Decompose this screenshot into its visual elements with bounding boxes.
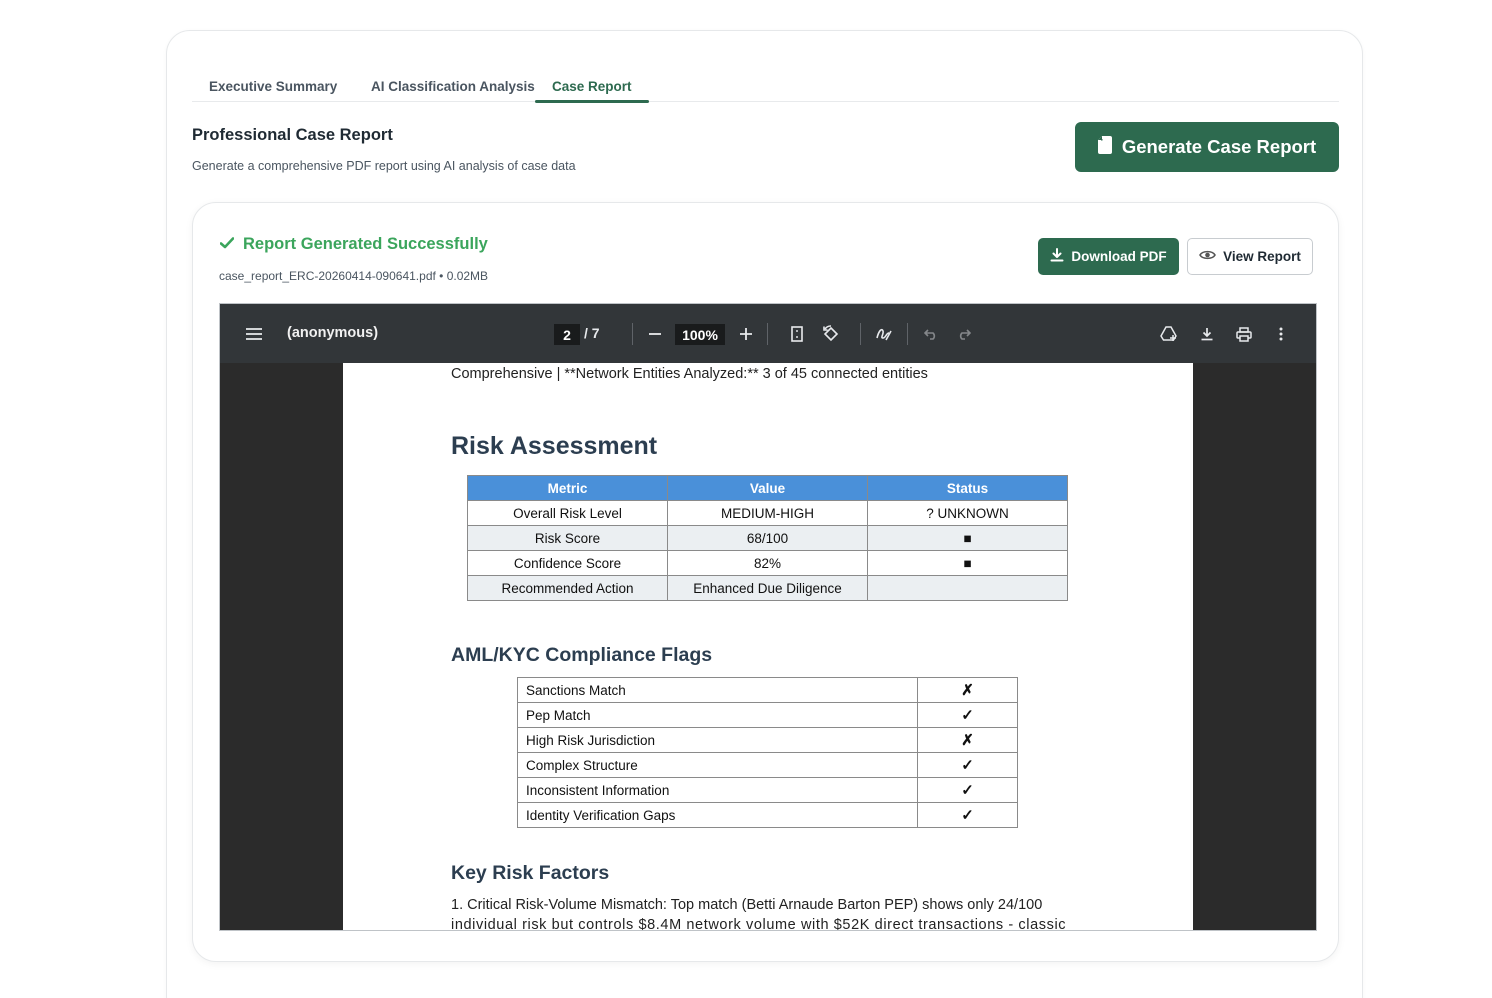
table-row (518, 678, 1018, 703)
tab-bar (192, 71, 1339, 102)
risk-assessment-table (467, 475, 1068, 601)
generate-case-report-label: Generate Case Report (1121, 136, 1317, 157)
key-risk-factors-heading: Key Risk Factors (451, 862, 610, 884)
flag-name: High Risk Jurisdiction (518, 728, 918, 753)
download-pdf-label: Download PDF (1071, 249, 1167, 264)
redo-icon[interactable] (954, 324, 974, 344)
table-row (518, 753, 1018, 778)
generate-case-report-button[interactable] (1075, 122, 1339, 172)
column-header: Value (668, 476, 868, 501)
table-cell: Overall Risk Level (468, 501, 668, 526)
table-row (468, 551, 1068, 576)
toolbar-divider (860, 323, 861, 345)
report-result-panel (192, 202, 1339, 962)
document-icon (1098, 136, 1112, 159)
download-icon (1050, 248, 1064, 265)
case-report-card (166, 30, 1363, 998)
table-cell: ■ (868, 551, 1068, 576)
download-pdf-button[interactable] (1038, 238, 1179, 275)
undo-icon[interactable] (921, 324, 941, 344)
zoom-in-icon[interactable] (736, 324, 756, 344)
page-total: / 7 (584, 325, 600, 341)
tab-ai-classification-analysis[interactable]: AI Classification Analysis (371, 71, 535, 102)
menu-icon[interactable] (244, 324, 264, 344)
success-text: Report Generated Successfully (243, 235, 488, 253)
compliance-flags-heading: AML/KYC Compliance Flags (451, 644, 713, 666)
file-meta: case_report_ERC-20260414-090641.pdf • 0.02MB (219, 269, 489, 283)
page-number-input[interactable]: 2 (554, 324, 580, 345)
table-row (468, 576, 1068, 601)
flag-name: Pep Match (518, 703, 918, 728)
table-row (468, 501, 1068, 526)
table-cell: Risk Score (468, 526, 668, 551)
compliance-flags-table (517, 677, 1018, 828)
success-message (220, 235, 488, 254)
table-row (468, 526, 1068, 551)
download-icon[interactable] (1196, 323, 1218, 345)
flag-mark: ✓ (918, 803, 1018, 828)
flag-mark: ✓ (918, 703, 1018, 728)
flag-name: Complex Structure (518, 753, 918, 778)
flag-mark: ✗ (918, 678, 1018, 703)
view-report-button[interactable] (1187, 238, 1313, 275)
table-row (518, 728, 1018, 753)
risk-factor-line: individual risk but controls $8.4M network volume with $52K direct transactions - classic (451, 917, 1067, 931)
column-header: Metric (468, 476, 668, 501)
pdf-toolbar (220, 304, 1316, 363)
zoom-out-icon[interactable] (645, 324, 665, 344)
flag-name: Inconsistent Information (518, 778, 918, 803)
toolbar-divider (632, 323, 633, 345)
view-report-label: View Report (1223, 249, 1301, 264)
column-header: Status (868, 476, 1068, 501)
table-cell: 82% (668, 551, 868, 576)
flag-mark: ✓ (918, 753, 1018, 778)
table-row (518, 703, 1018, 728)
pdf-viewer[interactable] (219, 303, 1317, 931)
section-title: Professional Case Report (192, 126, 393, 144)
flag-name: Sanctions Match (518, 678, 918, 703)
risk-assessment-heading: Risk Assessment (451, 432, 658, 460)
annotate-icon[interactable] (873, 323, 895, 345)
toolbar-divider (907, 323, 908, 345)
table-cell: Enhanced Due Diligence (668, 576, 868, 601)
rotate-icon[interactable] (820, 323, 842, 345)
eye-icon (1199, 249, 1216, 264)
table-cell (868, 576, 1068, 601)
document-title: (anonymous) (287, 325, 379, 341)
risk-factor-line: 1. Critical Risk-Volume Mismatch: Top match (Betti Arnaude Barton PEP) shows only 24/100 (451, 897, 1043, 913)
flag-name: Identity Verification Gaps (518, 803, 918, 828)
table-cell: Recommended Action (468, 576, 668, 601)
more-options-icon[interactable] (1271, 323, 1291, 345)
table-row (518, 803, 1018, 828)
section-subtitle: Generate a comprehensive PDF report using AI analysis of case data (192, 159, 576, 173)
toolbar-divider (767, 323, 768, 345)
flag-mark: ✗ (918, 728, 1018, 753)
add-to-drive-icon[interactable] (1158, 323, 1180, 345)
table-row (518, 778, 1018, 803)
check-icon (220, 235, 234, 254)
table-cell: Confidence Score (468, 551, 668, 576)
fit-page-icon[interactable] (787, 323, 807, 345)
table-cell: MEDIUM-HIGH (668, 501, 868, 526)
pdf-page (343, 363, 1193, 931)
table-cell: 68/100 (668, 526, 868, 551)
pdf-intro-line: Comprehensive | **Network Entities Analyzed:** 3 of 45 connected entities (451, 366, 928, 382)
tab-executive-summary[interactable]: Executive Summary (209, 71, 337, 102)
table-cell: ? UNKNOWN (868, 501, 1068, 526)
print-icon[interactable] (1233, 323, 1255, 345)
flag-mark: ✓ (918, 778, 1018, 803)
tab-case-report[interactable]: Case Report (535, 71, 649, 102)
table-cell: ■ (868, 526, 1068, 551)
zoom-level-input[interactable]: 100% (675, 324, 725, 345)
table-header-row (468, 476, 1068, 501)
